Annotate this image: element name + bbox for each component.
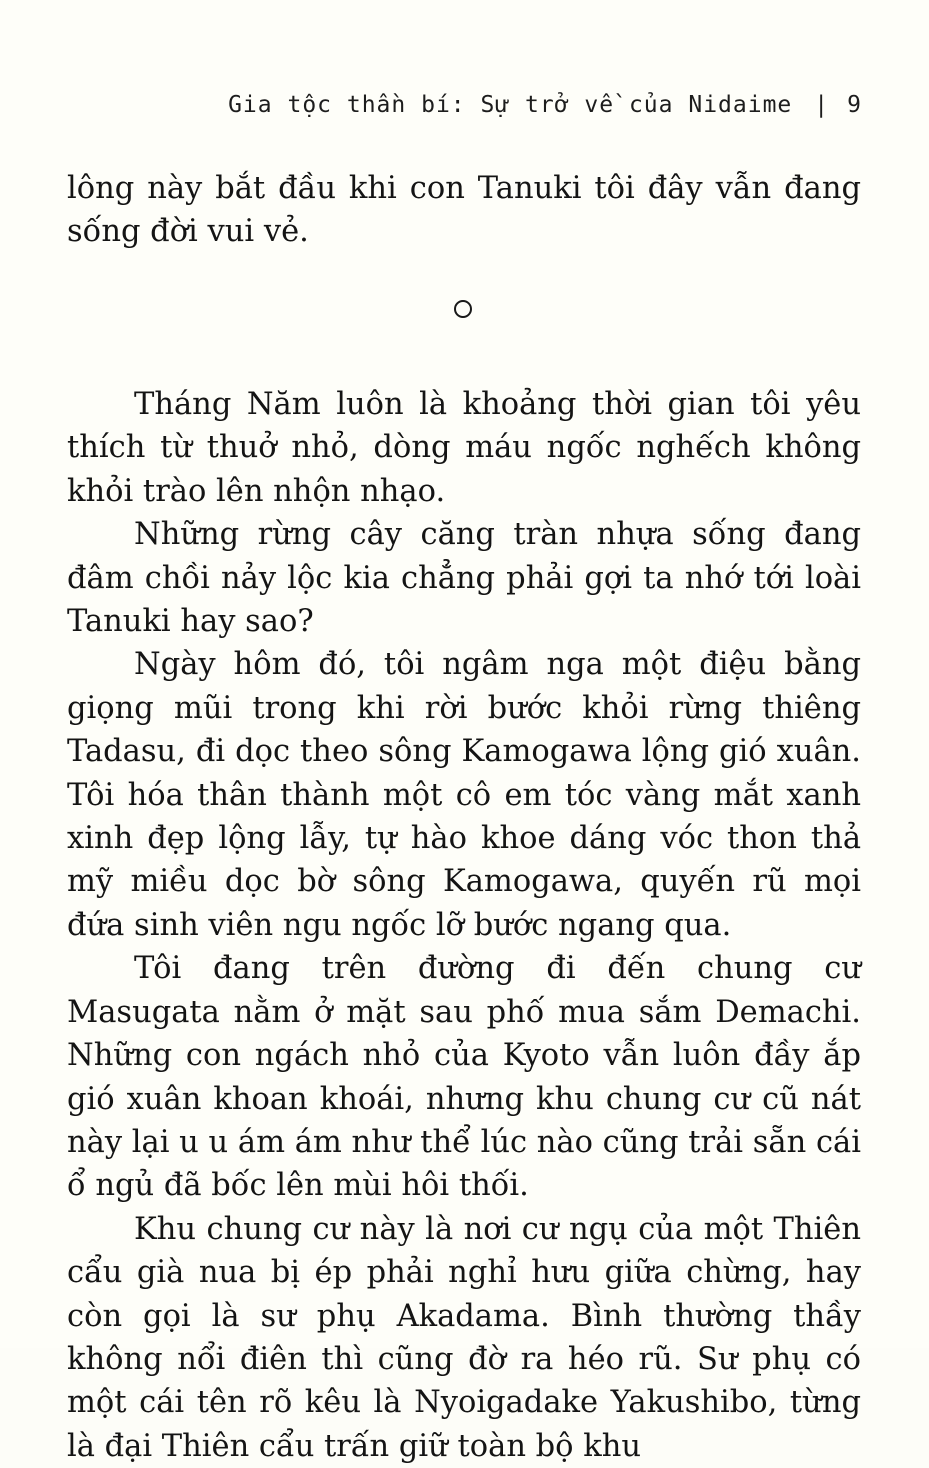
paragraph: Những rừng cây căng tràn nhựa sống đang đâm chồi nảy lộc kia chẳng phải gợi ta nhớ tới loài Tanuki hay sao? [67,517,861,640]
running-header [0,92,862,118]
continuation-paragraph [67,167,861,254]
book-title: Gia tộc thần bí: Sự trở về của Nidaime [228,92,793,118]
paragraph: Tôi đang trên đường đi đến chung cư Masugata nằm ở mặt sau phố mua sắm Demachi. Những con ngách nhỏ của Kyoto vẫn luôn đầy ắp gió xuân khoan khoái, nhưng khu chung cư cũ nát này lại u u ám ám như thể lúc nào cũng trải sẵn cái ổ ngủ đã bốc lên mùi hôi thối. [67,951,861,1204]
paragraph: Khu chung cư này là nơi cư ngụ của một Thiên cẩu già nua bị ép phải nghỉ hưu giữa chừng, hay còn gọi là sư phụ Akadama. Bình thường thầy không nổi điên thì cũng đờ ra héo rũ. Sư phụ có một cái tên rõ kêu là Nyoigadake Yakushibo, từng là đại Thiên cẩu trấn giữ toàn bộ khu [67,1211,861,1464]
header-separator: | [814,92,830,118]
paragraph: Ngày hôm đó, tôi ngâm nga một điệu bằng giọng mũi trong khi rời bước khỏi rừng thiêng Tadasu, đi dọc theo sông Kamogawa lộng gió xuân. Tôi hóa thân thành một cô em tóc vàng mắt xanh xinh đẹp lộng lẫy, tự hào khoe dáng vóc thon thả mỹ miều dọc bờ sông Kamogawa, quyến rũ mọi đứa sinh viên ngu ngốc lỡ bước ngang qua. [67,647,861,943]
continuation-text: lông này bắt đầu khi con Tanuki tôi đây vẫn đang sống đời vui vẻ. [67,171,861,250]
section-body [67,383,861,1468]
paragraph: Tháng Năm luôn là khoảng thời gian tôi yêu thích từ thuở nhỏ, dòng máu ngốc nghếch không khỏi trào lên nhộn nhạo. [67,387,861,509]
section-break-circle-icon [454,300,472,318]
page-number: 9 [847,92,862,118]
